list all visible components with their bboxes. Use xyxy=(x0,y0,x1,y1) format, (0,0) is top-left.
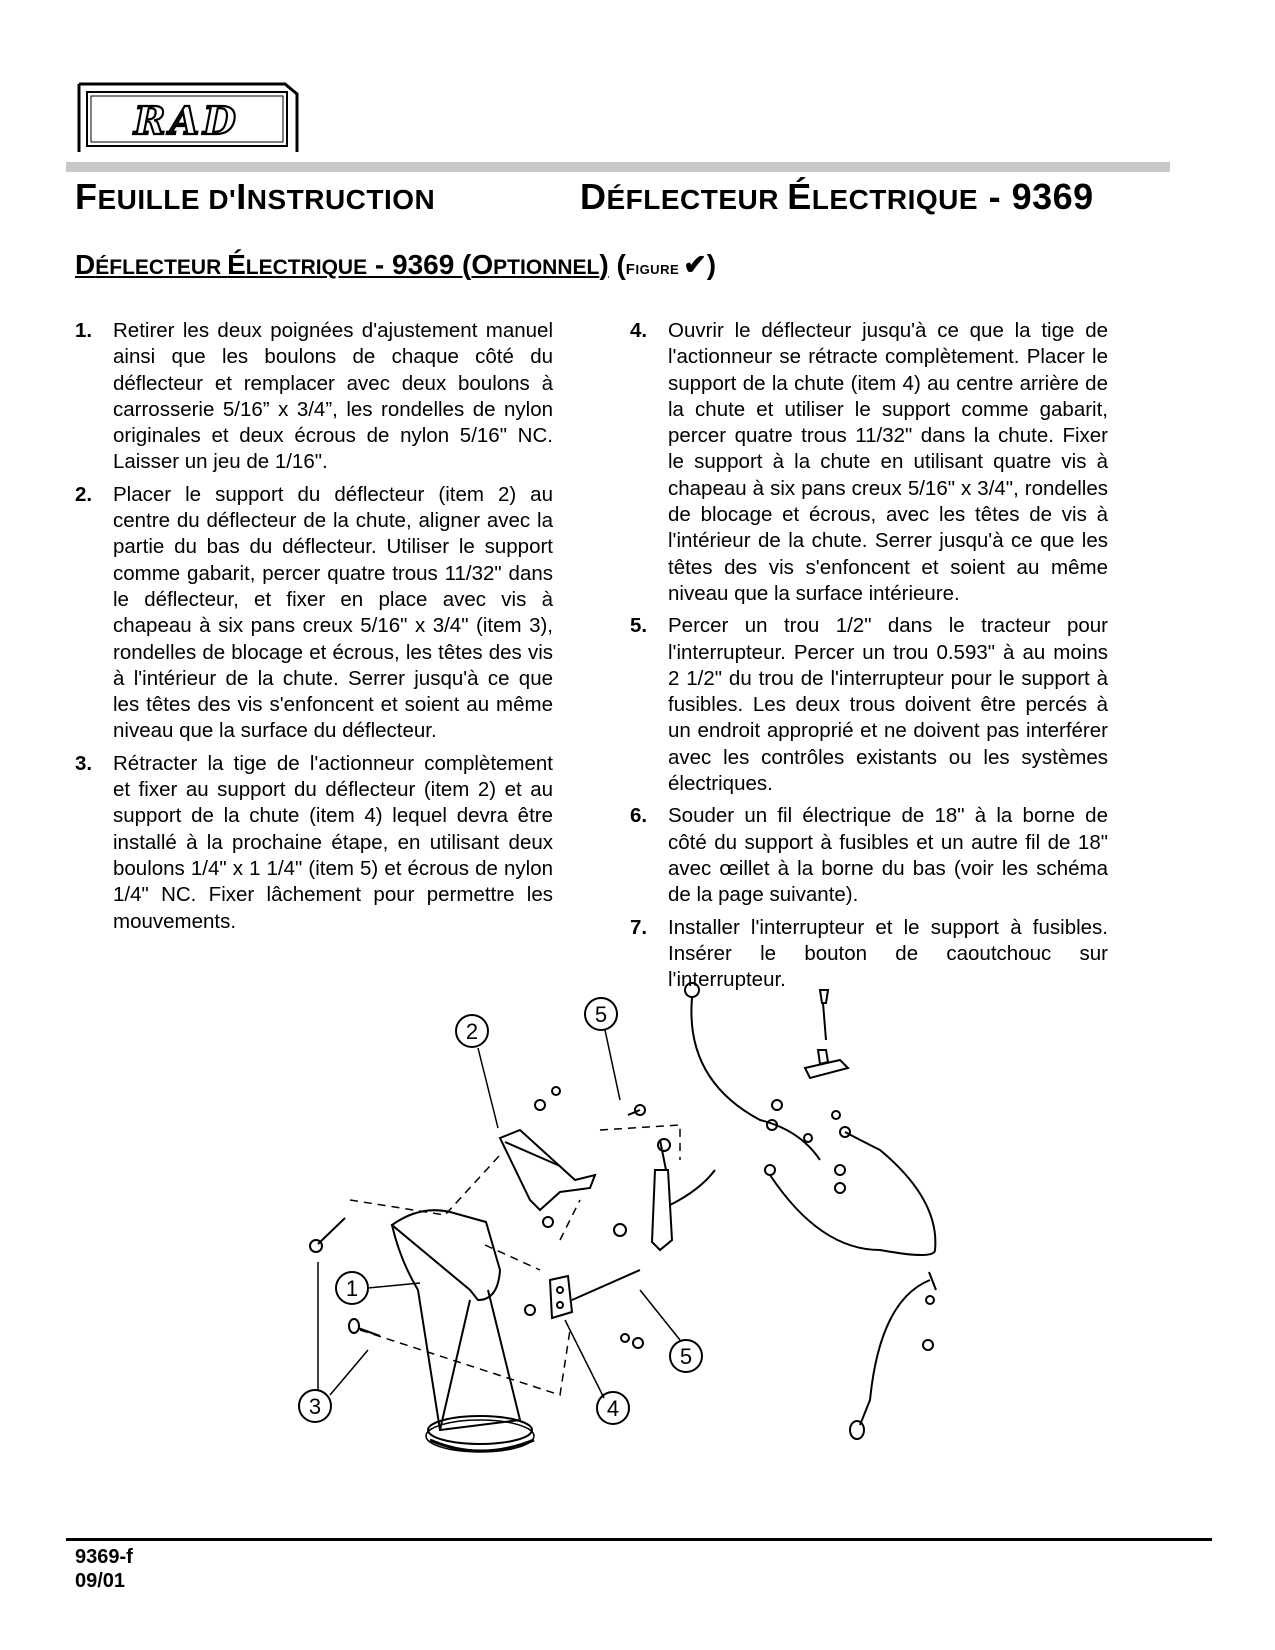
chute-bracket-drawing xyxy=(525,1224,643,1348)
section-title: DÉFLECTEUR ÉLECTRIQUE - 9369 (OPTIONNEL) (FIGURE ✔) xyxy=(75,249,717,280)
callout-item-4 xyxy=(597,1392,629,1424)
callout-item-2 xyxy=(456,1015,488,1047)
chute-drawing xyxy=(392,1210,534,1452)
svg-text:5: 5 xyxy=(679,1344,693,1369)
product-title: DÉFLECTEUR ÉLECTRIQUE - 9369 xyxy=(580,176,1094,217)
step-item: 1. Retirer les deux poignées d'ajustement manuel ainsi que les boulons de chaque côté du déflecteur et remplacer avec deux boulons à carrosserie 5/16” x 3/4”, les rondelles de nylon originales et deux écrous de nylon 5/16" NC. Laisser un jeu de 1/16". xyxy=(75,319,553,474)
actuator-drawing xyxy=(652,1139,715,1250)
footer-rule xyxy=(66,1538,1212,1541)
callout-item-5-bottom xyxy=(670,1340,702,1372)
step-item: 5. Percer un trou 1/2" dans le tracteur pour l'interrupteur. Percer un trou 0.593" à au moins 2 1/2" du trou de l'interrupteur pour le support à fusibles. Les deux trous doivent être percés à un endroit approprié et ne doivent pas interférer avec les contrôles existants ou les systèmes électriques. xyxy=(630,614,1108,796)
step-item: 4. Ouvrir le déflecteur jusqu'à ce que la tige de l'actionneur se rétracte complètement. Placer le support de la chute (item 4) au centre arrière de la chute et utiliser le support comme gabarit, percer quatre trous 11/32" dans la chute. Fixer le support à la chute en utilisant quatre vis à chapeau à six pans creux 5/16" x 3/4", rondelles de blocage et écrous, avec les têtes de vis à l'intérieur de la chute. Serrer jusqu'à ce que les têtes des vis s'enfoncent et soient au même niveau que la surface intérieure. xyxy=(630,319,1108,605)
step-item: 2. Placer le support du déflecteur (item 2) au centre du déflecteur de la chute, aligner avec la partie du bas du déflecteur. Utiliser le support comme gabarit, percer quatre trous 11/32" dans le déflecteur, et fixer en place avec vis à chapeau à six pans creux 5/16" x 3/4" (item 3), rondelles de blocage et écrous, les têtes des vis à l'intérieur de la chute. Serrer jusqu'à ce que les têtes des vis s'enfoncent et soient au même niveau que la surface du déflecteur. xyxy=(75,482,553,743)
rad-logo xyxy=(75,78,303,158)
svg-text:1: 1 xyxy=(345,1276,359,1301)
step-item: 3. Rétracter la tige de l'actionneur complètement et fixer au support du déflecteur (item 2) et au support de la chute (item 4) lequel devra être installé à la prochaine étape, en utilisant deux boulons 1/4" x 1 1/4" (item 5) et écrous de nylon 1/4" NC. Fixer lâchement pour permettre les mouvements. xyxy=(75,751,553,933)
steps-column-right xyxy=(630,318,1108,999)
step-item: 7. Installer l'interrupteur et le support à fusibles. Insérer le bouton de caoutchouc sur l'interrupteur. xyxy=(630,915,1108,992)
svg-text:2: 2 xyxy=(465,1019,479,1044)
doc-type-title: FEUILLE D'INSTRUCTION xyxy=(75,176,436,217)
header-rule xyxy=(66,162,1170,172)
callout-item-1 xyxy=(336,1272,368,1304)
steps-column-left xyxy=(75,318,553,941)
document-date: 09/01 xyxy=(75,1570,126,1592)
svg-text:3: 3 xyxy=(308,1394,322,1419)
callout-item-3 xyxy=(299,1390,331,1422)
document-code: 9369-f xyxy=(75,1546,133,1568)
step-item: 6. Souder un fil électrique de 18" à la borne de côté du support à fusibles et un autre fil de 18" avec œillet à la borne du bas (voir les schéma de la page suivante). xyxy=(630,804,1108,907)
checkmark-icon: ✔ xyxy=(683,249,707,280)
wiring-drawing xyxy=(685,983,936,1439)
assembly-diagram xyxy=(300,1002,1000,1530)
callout-item-5-top xyxy=(585,998,617,1030)
svg-text:4: 4 xyxy=(606,1396,620,1421)
logo-text: RAD xyxy=(133,98,241,143)
assembly-guide-lines xyxy=(350,1125,680,1395)
deflector-bracket-drawing xyxy=(500,1087,595,1227)
svg-text:5: 5 xyxy=(594,1002,608,1027)
